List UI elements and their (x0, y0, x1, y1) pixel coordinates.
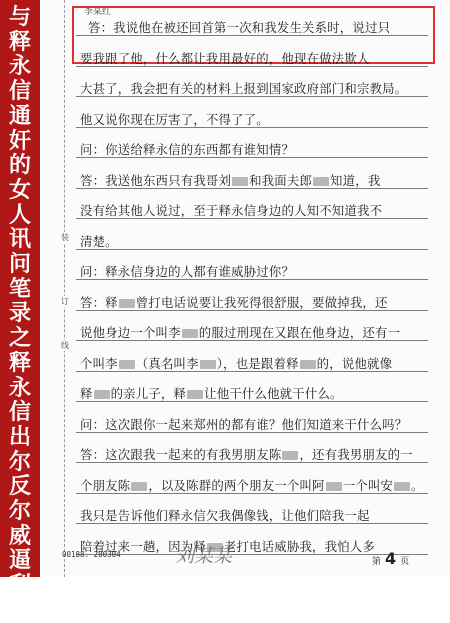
line-text: 大甚了，我会把有关的材料上报到国家政府部门和宗教局。 (80, 81, 408, 96)
line-text: 和我面夫郎 (249, 172, 313, 188)
side-caption-char: 诱 (8, 596, 31, 623)
side-caption-char: 尔 (8, 448, 31, 475)
transcript-line (80, 232, 118, 250)
side-caption-char: 永 (8, 53, 31, 80)
side-caption-char: 出 (8, 423, 31, 450)
header-scribble: 李某红 (84, 7, 112, 17)
binding-mark-2: 订 (58, 296, 72, 307)
line-text: 老打电话威胁我，我怕人多 (223, 538, 375, 554)
transcript-line (80, 445, 413, 463)
line-text: 问：释永信身边的人都有谁威胁过你？ (80, 264, 295, 279)
line-text: 个叫李 (80, 355, 118, 371)
side-caption (0, 0, 40, 623)
side-caption-char: 通 (8, 102, 31, 129)
redaction-block (313, 177, 329, 186)
line-text: 知道，我 (330, 172, 381, 188)
redaction-block (326, 482, 342, 491)
side-caption-char: 反 (8, 473, 31, 500)
side-caption-char: 的 (8, 152, 31, 179)
transcript-line (80, 323, 400, 341)
side-caption-char: 威 (8, 522, 31, 549)
line-text: 答：我送他东西只有我哥刘 (80, 172, 232, 188)
transcript-line (80, 476, 424, 494)
side-caption-char: 人 (8, 201, 31, 228)
line-text: 问：你送给释永信的东西都有谁知情？ (80, 142, 295, 157)
transcript-line (80, 171, 380, 189)
redaction-block (232, 177, 248, 186)
transcript-line (80, 506, 370, 524)
line-text: 要我跟了他，什么都让我用最好的，他现在做法欺人 (80, 50, 370, 66)
binding-line (64, 0, 65, 577)
line-text: 的亲儿子，释 (110, 386, 187, 401)
side-caption-char: 信 (8, 78, 31, 105)
side-caption-char: 释 (8, 349, 31, 376)
redaction-block (182, 329, 198, 338)
line-text: 一个叫安 (342, 477, 394, 493)
side-caption-char: 奸 (8, 127, 31, 154)
line-text: 问：这次跟你一起来郑州的都有谁？他们知道来干什么吗？ (80, 416, 408, 432)
redaction-block (300, 360, 316, 369)
line-text: 他又说你现在厉害了，不得了了。 (80, 111, 269, 127)
redaction-block (394, 482, 410, 491)
side-caption-char: 讯 (8, 226, 31, 253)
redaction-block (119, 299, 135, 308)
transcript-line (80, 293, 388, 311)
transcript-line (80, 262, 294, 280)
line-text: 陪着过来一趟，因为释 (80, 538, 206, 554)
transcript-line (80, 384, 343, 402)
line-text: 。 (411, 477, 424, 493)
line-text: 释 (80, 386, 93, 401)
line-text: 我只是告诉他们释永信欠我偶像钱，让他们陪我一起 (80, 508, 370, 523)
side-caption-char: 利 (8, 572, 31, 599)
line-text: 曾打电话说要让我死得很舒服，要做掉我，还 (135, 294, 388, 310)
side-caption-char: 之 (8, 325, 31, 352)
redaction-block (200, 360, 216, 369)
line-text: 说他身边一个叫李 (80, 325, 181, 340)
line-text: 的服过刑现在又跟在他身边，还有一 (198, 325, 401, 340)
page-number-value: 4 (385, 549, 397, 568)
side-caption-char: 释 (8, 28, 31, 55)
binding-mark-1: 装 (58, 232, 72, 243)
side-caption-char: 笔 (8, 275, 31, 302)
transcript-line (80, 79, 407, 97)
line-text: 的，说他就像 (316, 355, 393, 371)
transcript-line (80, 201, 382, 219)
line-text: 答：释 (80, 294, 118, 310)
transcript-line (80, 354, 392, 372)
ruled-line (76, 249, 428, 250)
side-caption-char: 与 (8, 4, 31, 30)
side-caption-char: 逼 (8, 547, 31, 574)
line-text: 清楚。 (80, 233, 118, 249)
redaction-block (119, 360, 135, 369)
redaction-block (131, 482, 147, 491)
page-number (372, 549, 409, 568)
transcript-line (88, 18, 390, 36)
transcript-line (80, 49, 370, 67)
line-text: 没有给其他人说过，至于释永信身边的人知不知道我不 (80, 203, 383, 218)
redaction-block (94, 390, 110, 399)
line-text: ，以及陈群的两个朋友一个叫阿 (148, 477, 325, 493)
line-text: 让他干什么他就干什么。 (204, 386, 343, 401)
side-caption-char: 尔 (8, 498, 31, 524)
side-caption-char: 女 (8, 176, 31, 203)
transcript-line (80, 140, 294, 158)
line-text: ，还有我男朋友的一 (299, 447, 413, 462)
binding-mark-3: 线 (58, 340, 72, 351)
line-text: ），也是跟着释 (216, 355, 299, 371)
side-caption-char: 问 (8, 251, 31, 277)
page-number-prefix: 第 (372, 557, 382, 567)
transcript-line (80, 110, 269, 128)
redaction-block (282, 451, 298, 460)
line-text: 答：我说他在被还回首第一次和我发生关系时，说过只 (88, 20, 391, 35)
transcript-line (80, 415, 407, 433)
side-caption-char: 永 (8, 374, 31, 401)
line-text: 个朋友陈 (80, 477, 131, 493)
side-caption-char: 信 (8, 399, 31, 426)
signature: 刘某某 (175, 545, 233, 567)
document-number: 00188. 200304 (62, 550, 121, 559)
redaction-block (187, 390, 203, 399)
line-text: （真名叫李 (135, 355, 199, 371)
page-number-suffix: 页 (400, 557, 410, 567)
line-text: 答：这次跟我一起来的有我男朋友陈 (80, 447, 282, 462)
side-caption-char: 录 (8, 300, 31, 327)
